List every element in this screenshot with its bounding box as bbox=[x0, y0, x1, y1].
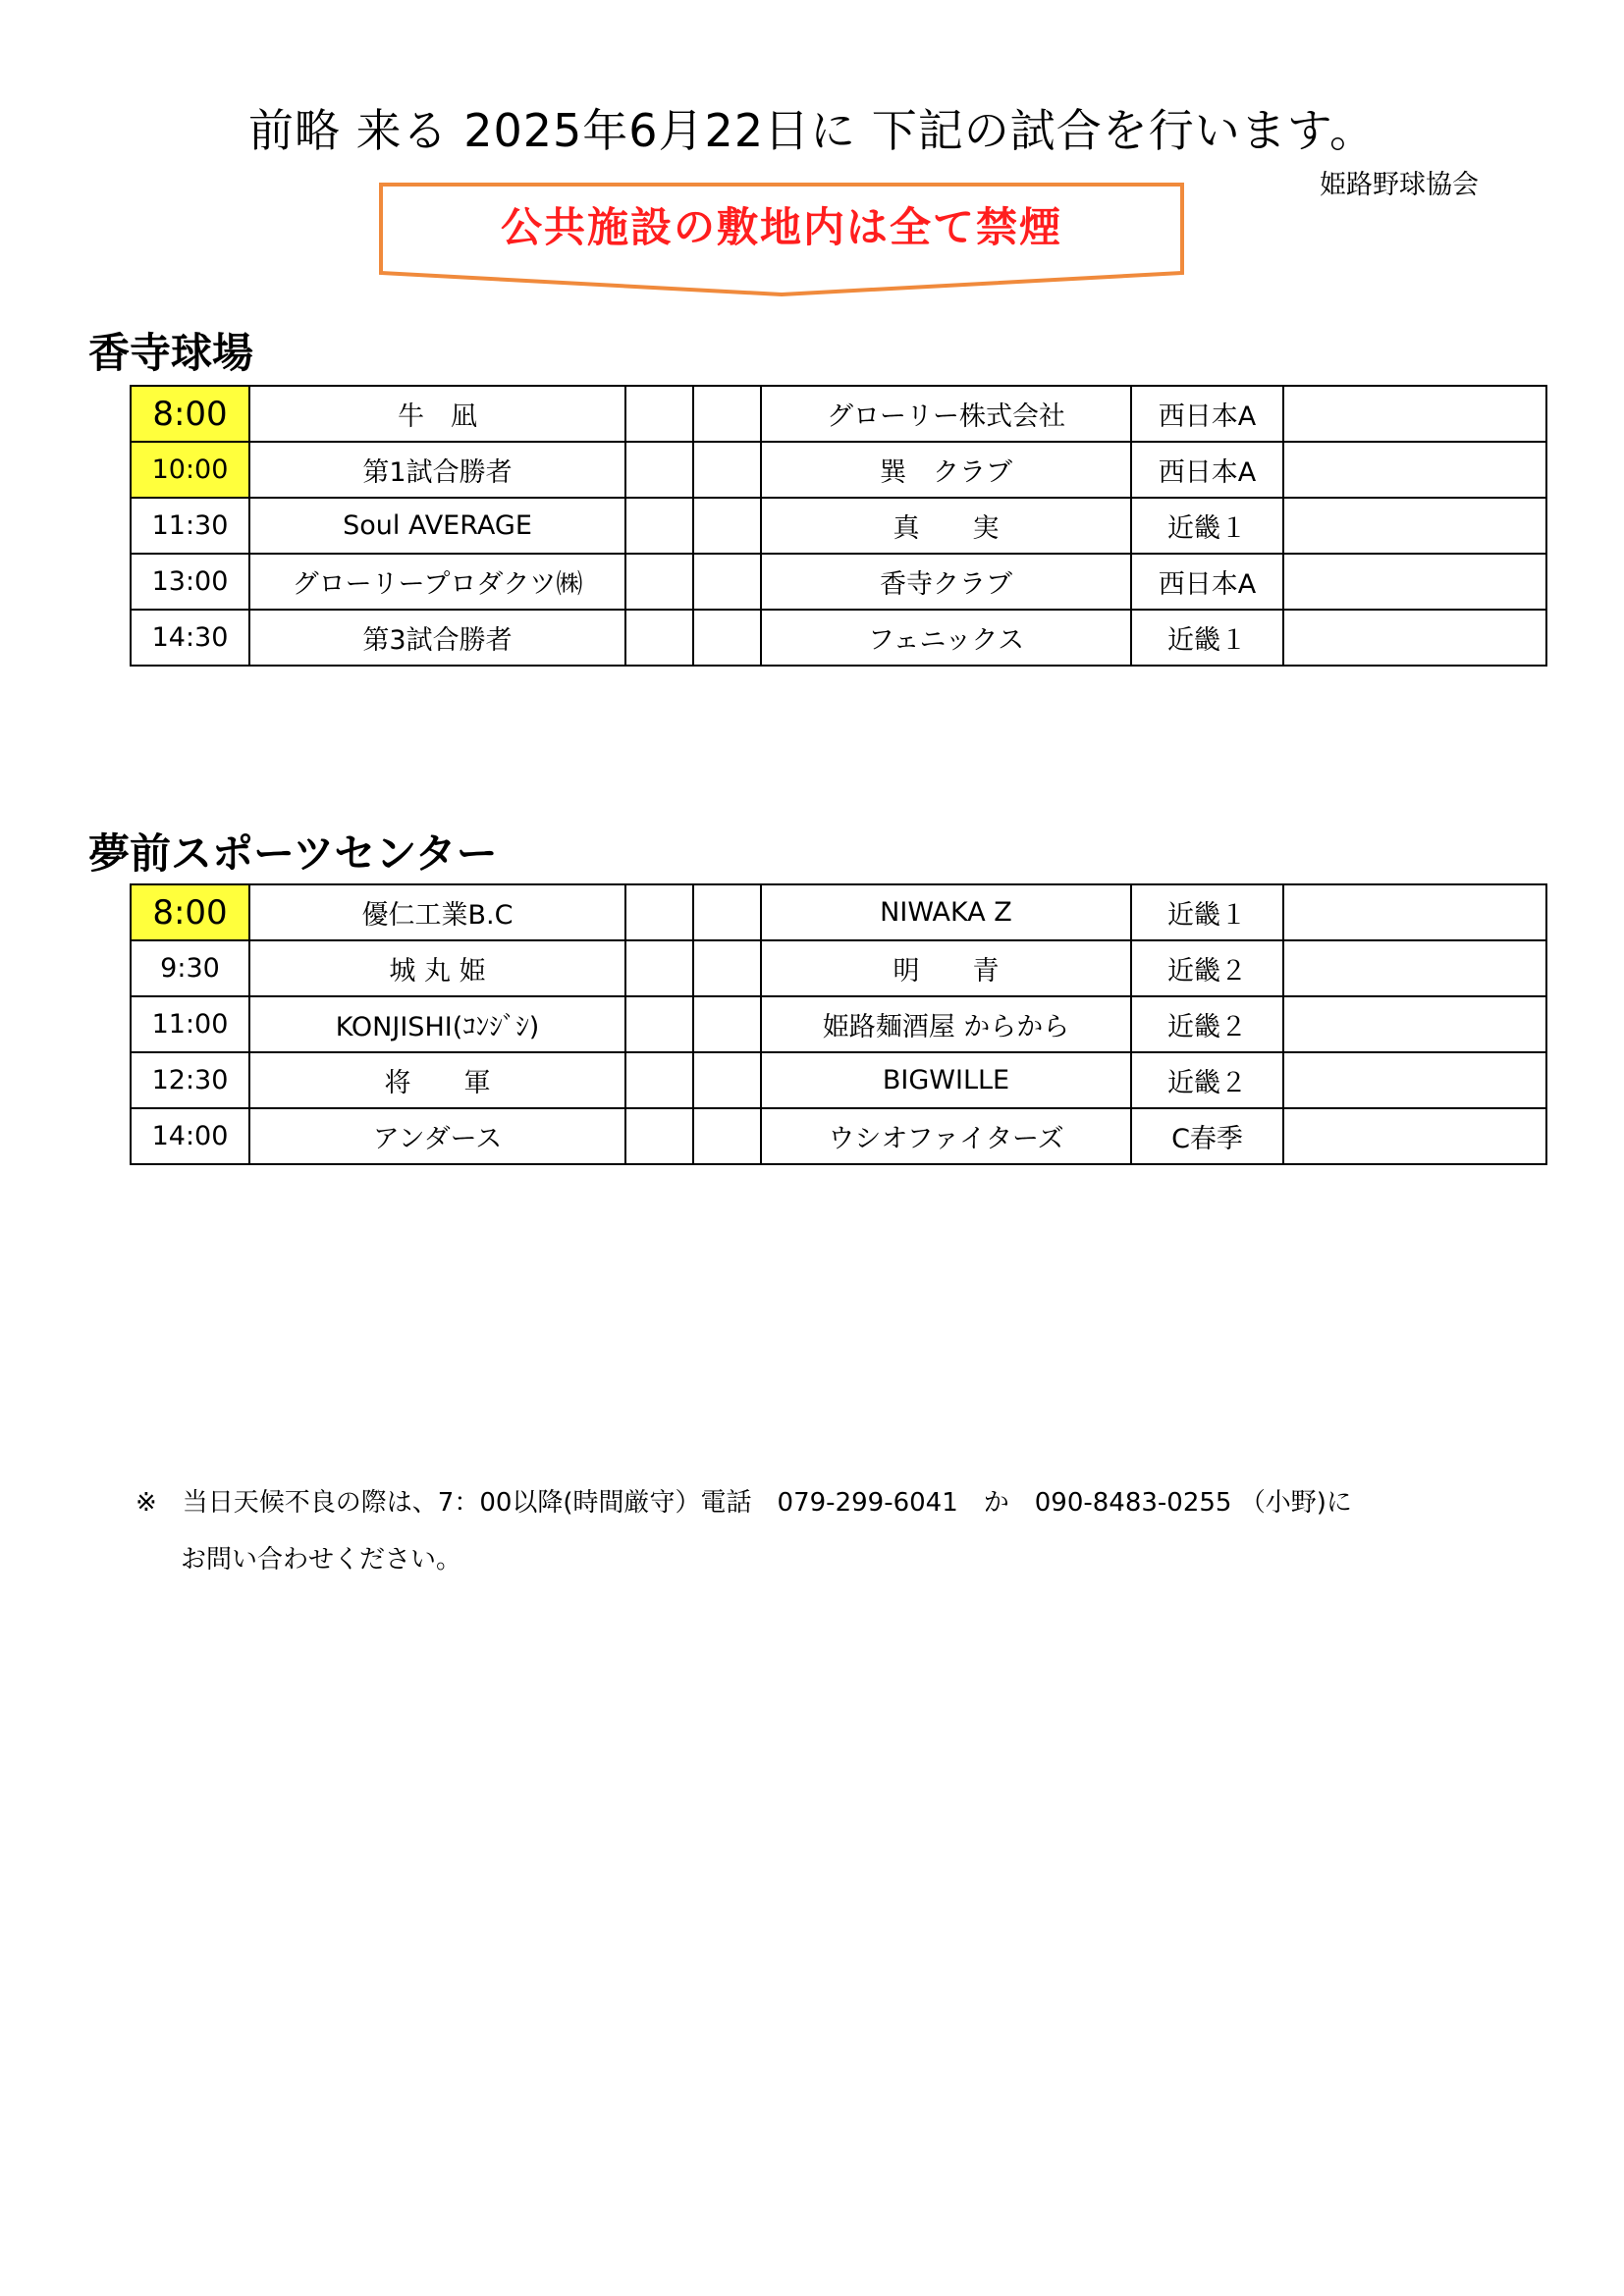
score-cell-2 bbox=[693, 386, 761, 442]
table-row bbox=[131, 1108, 1546, 1164]
league: 西日本A bbox=[1131, 442, 1283, 498]
weather-contact-note: ※ 当日天候不良の際は、7：00以降(時間厳守）電話 079-299-6041 か 090-8483-0255 （小野)に bbox=[135, 1488, 1352, 1518]
score-cell-1 bbox=[625, 1052, 693, 1108]
score-cell-2 bbox=[693, 610, 761, 666]
table-row bbox=[131, 610, 1546, 666]
score-cell-1 bbox=[625, 610, 693, 666]
table-row bbox=[131, 442, 1546, 498]
score-cell-2 bbox=[693, 884, 761, 940]
home-team: 第3試合勝者 bbox=[249, 610, 625, 666]
away-team: BIGWILLE bbox=[761, 1052, 1131, 1108]
venue-title-kodera: 香寺球場 bbox=[88, 329, 254, 377]
home-team: 牛 凪 bbox=[249, 386, 625, 442]
table-row bbox=[131, 554, 1546, 610]
table-row bbox=[131, 884, 1546, 940]
weather-contact-note-2: お問い合わせください。 bbox=[181, 1545, 462, 1575]
notes-cell bbox=[1283, 386, 1546, 442]
game-time: 14:00 bbox=[131, 1108, 249, 1164]
notice-text: 公共施設の敷地内は全て禁煙 bbox=[500, 203, 1062, 251]
game-time: 11:30 bbox=[131, 498, 249, 554]
score-cell-1 bbox=[625, 498, 693, 554]
score-cell-1 bbox=[625, 884, 693, 940]
organizer-name: 姫路野球協会 bbox=[1320, 170, 1479, 200]
no-smoking-notice bbox=[379, 183, 1184, 298]
score-cell-2 bbox=[693, 554, 761, 610]
score-cell-1 bbox=[625, 1108, 693, 1164]
table-row bbox=[131, 1052, 1546, 1108]
score-cell-1 bbox=[625, 386, 693, 442]
home-team: 将 軍 bbox=[249, 1052, 625, 1108]
table-row bbox=[131, 940, 1546, 996]
away-team: 真 実 bbox=[761, 498, 1131, 554]
game-time: 13:00 bbox=[131, 554, 249, 610]
score-cell-2 bbox=[693, 498, 761, 554]
home-team: アンダース bbox=[249, 1108, 625, 1164]
score-cell-1 bbox=[625, 940, 693, 996]
game-time: 11:00 bbox=[131, 996, 249, 1052]
notes-cell bbox=[1283, 940, 1546, 996]
score-cell-2 bbox=[693, 1108, 761, 1164]
home-team: 第1試合勝者 bbox=[249, 442, 625, 498]
notes-cell bbox=[1283, 610, 1546, 666]
score-cell-2 bbox=[693, 996, 761, 1052]
notes-cell bbox=[1283, 498, 1546, 554]
venue-title-yumesaki: 夢前スポーツセンター bbox=[88, 829, 498, 878]
game-time: 9:30 bbox=[131, 940, 249, 996]
game-time: 10:00 bbox=[131, 442, 249, 498]
away-team: 姫路麺酒屋 からから bbox=[761, 996, 1131, 1052]
league: 近畿２ bbox=[1131, 1052, 1283, 1108]
notes-cell bbox=[1283, 442, 1546, 498]
schedule-table-yumesaki bbox=[130, 883, 1547, 1165]
game-time: 8:00 bbox=[131, 386, 249, 442]
score-cell-2 bbox=[693, 442, 761, 498]
score-cell-1 bbox=[625, 996, 693, 1052]
score-cell-2 bbox=[693, 1052, 761, 1108]
notes-cell bbox=[1283, 1108, 1546, 1164]
game-time: 12:30 bbox=[131, 1052, 249, 1108]
game-time: 8:00 bbox=[131, 884, 249, 940]
home-team: 優仁工業B.C bbox=[249, 884, 625, 940]
league: 近畿１ bbox=[1131, 498, 1283, 554]
league: 近畿２ bbox=[1131, 940, 1283, 996]
notes-cell bbox=[1283, 996, 1546, 1052]
notes-cell bbox=[1283, 1052, 1546, 1108]
league: C春季 bbox=[1131, 1108, 1283, 1164]
score-cell-2 bbox=[693, 940, 761, 996]
league: 西日本A bbox=[1131, 554, 1283, 610]
home-team: Soul AVERAGE bbox=[249, 498, 625, 554]
score-cell-1 bbox=[625, 554, 693, 610]
away-team: ウシオファイターズ bbox=[761, 1108, 1131, 1164]
away-team: 巽 クラブ bbox=[761, 442, 1131, 498]
league: 近畿２ bbox=[1131, 996, 1283, 1052]
game-time: 14:30 bbox=[131, 610, 249, 666]
away-team: 明 青 bbox=[761, 940, 1131, 996]
league: 近畿１ bbox=[1131, 610, 1283, 666]
table-row bbox=[131, 386, 1546, 442]
table-row bbox=[131, 498, 1546, 554]
away-team: NIWAKA Z bbox=[761, 884, 1131, 940]
page-headline: 前略 来る 2025年6月22日に 下記の試合を行います。 bbox=[247, 104, 1377, 157]
notes-cell bbox=[1283, 554, 1546, 610]
home-team: 城 丸 姫 bbox=[249, 940, 625, 996]
league: 近畿１ bbox=[1131, 884, 1283, 940]
table-row bbox=[131, 996, 1546, 1052]
league: 西日本A bbox=[1131, 386, 1283, 442]
schedule-table-kodera bbox=[130, 385, 1547, 667]
score-cell-1 bbox=[625, 442, 693, 498]
home-team: グローリープロダクツ㈱ bbox=[249, 554, 625, 610]
notes-cell bbox=[1283, 884, 1546, 940]
away-team: グローリー株式会社 bbox=[761, 386, 1131, 442]
away-team: 香寺クラブ bbox=[761, 554, 1131, 610]
home-team: KONJISHI(ｺﾝｼﾞｼ) bbox=[249, 996, 625, 1052]
away-team: フェニックス bbox=[761, 610, 1131, 666]
